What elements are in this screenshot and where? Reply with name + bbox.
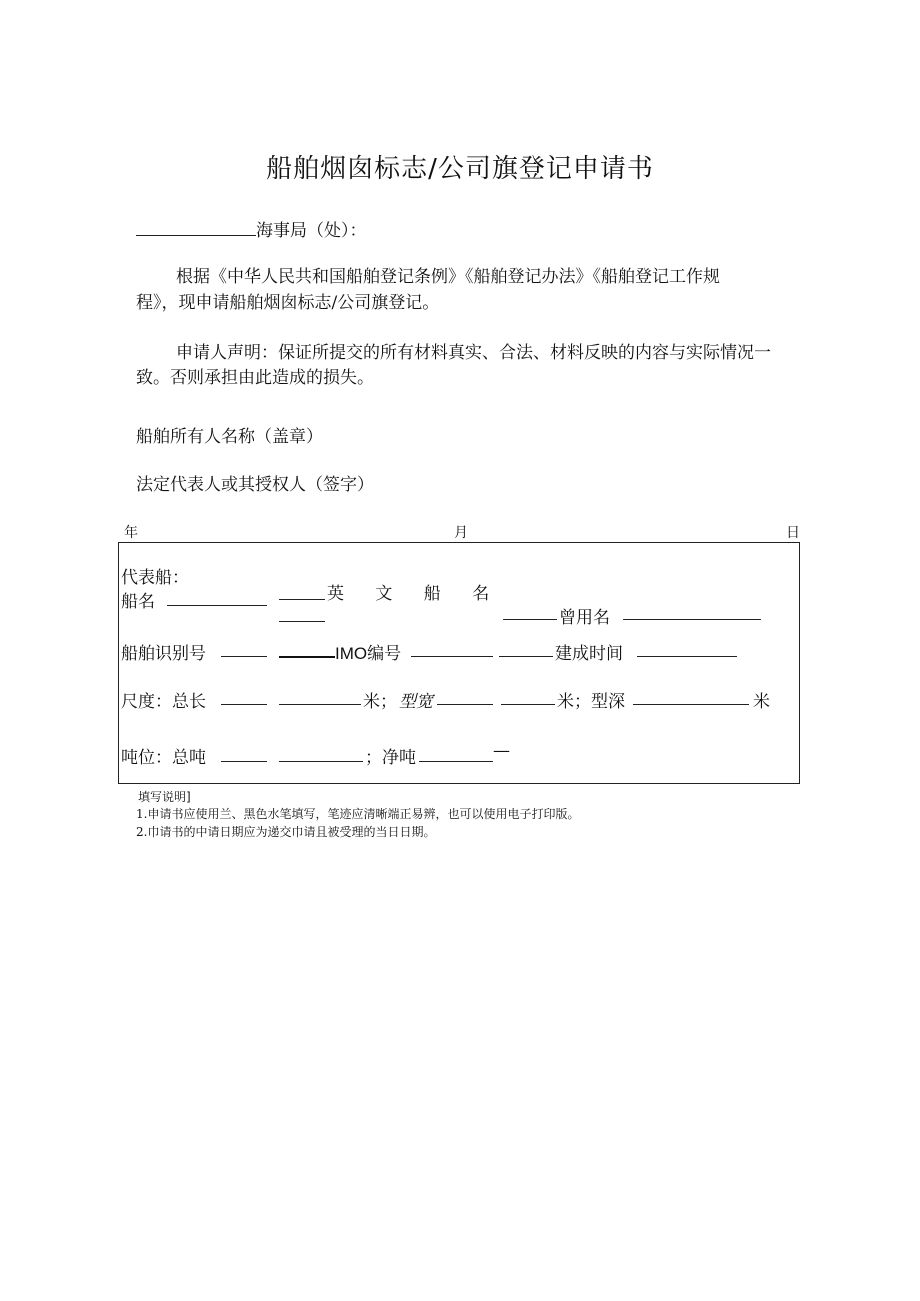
depth-field[interactable] — [633, 704, 749, 705]
depth-label: 米；型深 — [557, 692, 625, 712]
former-name-field[interactable] — [623, 619, 761, 620]
date-year: 年 — [124, 525, 138, 541]
former-name-label: 曾用名 — [559, 608, 610, 628]
net-tonnage-dash: — — [493, 741, 510, 761]
length-unit: 米； — [363, 692, 397, 712]
gross-tonnage-field-2[interactable] — [279, 761, 363, 762]
english-ship-name-label: 英 文 船 名 — [327, 584, 490, 604]
built-date-field[interactable] — [637, 656, 737, 657]
representative-label: 法定代表人或其授权人（签字） — [136, 475, 374, 495]
gross-tonnage-field[interactable] — [221, 761, 267, 762]
net-tonnage-label: ；净吨 — [365, 748, 416, 768]
length-field[interactable] — [221, 704, 267, 705]
tonnage-label: 吨位：总吨 — [121, 748, 206, 768]
breadth-field[interactable] — [437, 704, 493, 705]
ship-id-field-2[interactable] — [279, 656, 335, 658]
declaration-line-1: 申请人声明：保证所提交的所有材料真实、合法、材料反映的内容与实际情况一 — [176, 343, 771, 363]
depth-unit: 米 — [753, 692, 770, 712]
page-title: 船舶烟囱标志/公司旗登记申请书 — [266, 154, 654, 184]
ship-name-field[interactable] — [167, 605, 267, 606]
built-prefix-field[interactable] — [499, 656, 553, 657]
representative-ship-label: 代表船： — [121, 568, 189, 588]
dimension-label: 尺度：总长 — [121, 692, 206, 712]
notes-item-1: 1.申请书应使用兰、黑色水笔填写，笔迹应清晰端正易辨，也可以使用电子打印版。 — [136, 807, 580, 821]
maritime-bureau-blank[interactable] — [136, 219, 256, 236]
length-field-2[interactable] — [279, 704, 361, 705]
addressee-line — [136, 218, 367, 244]
breadth-label: 型宽 — [399, 692, 433, 712]
notes-item-2: 2.巾请书的中请日期应为递交巾请且被受理的当日日期。 — [136, 825, 436, 839]
english-ship-name-field[interactable] — [279, 621, 325, 622]
imo-label: IMO编号 — [335, 644, 402, 663]
ship-id-field[interactable] — [221, 656, 267, 657]
date-month: 月 — [454, 525, 468, 541]
built-date-label: 建成时间 — [555, 644, 623, 664]
former-name-prefix-field[interactable] — [503, 619, 557, 620]
net-tonnage-field[interactable] — [419, 761, 493, 762]
legal-basis-line-2: 程》，现申请船舶烟囱标志/公司旗登记。 — [136, 293, 440, 313]
addressee-suffix: 海事局（处）： — [256, 221, 367, 241]
date-day: 日 — [786, 525, 800, 541]
legal-basis-line-1: 根据《中华人民共和国船舶登记条例》《船舶登记办法》《船舶登记工作规 — [176, 267, 720, 287]
ship-id-label: 船舶识别号 — [121, 644, 206, 664]
imo-field[interactable] — [411, 656, 493, 657]
breadth-field-2[interactable] — [501, 704, 555, 705]
ship-info-box — [118, 542, 800, 784]
owner-name-label: 船舶所有人名称（盖章） — [136, 427, 323, 447]
ship-name-field-2[interactable] — [279, 599, 325, 600]
ship-name-label: 船名 — [121, 592, 155, 612]
notes-title: 填写说明] — [138, 790, 191, 804]
declaration-line-2: 致。否则承担由此造成的损失。 — [136, 368, 374, 388]
